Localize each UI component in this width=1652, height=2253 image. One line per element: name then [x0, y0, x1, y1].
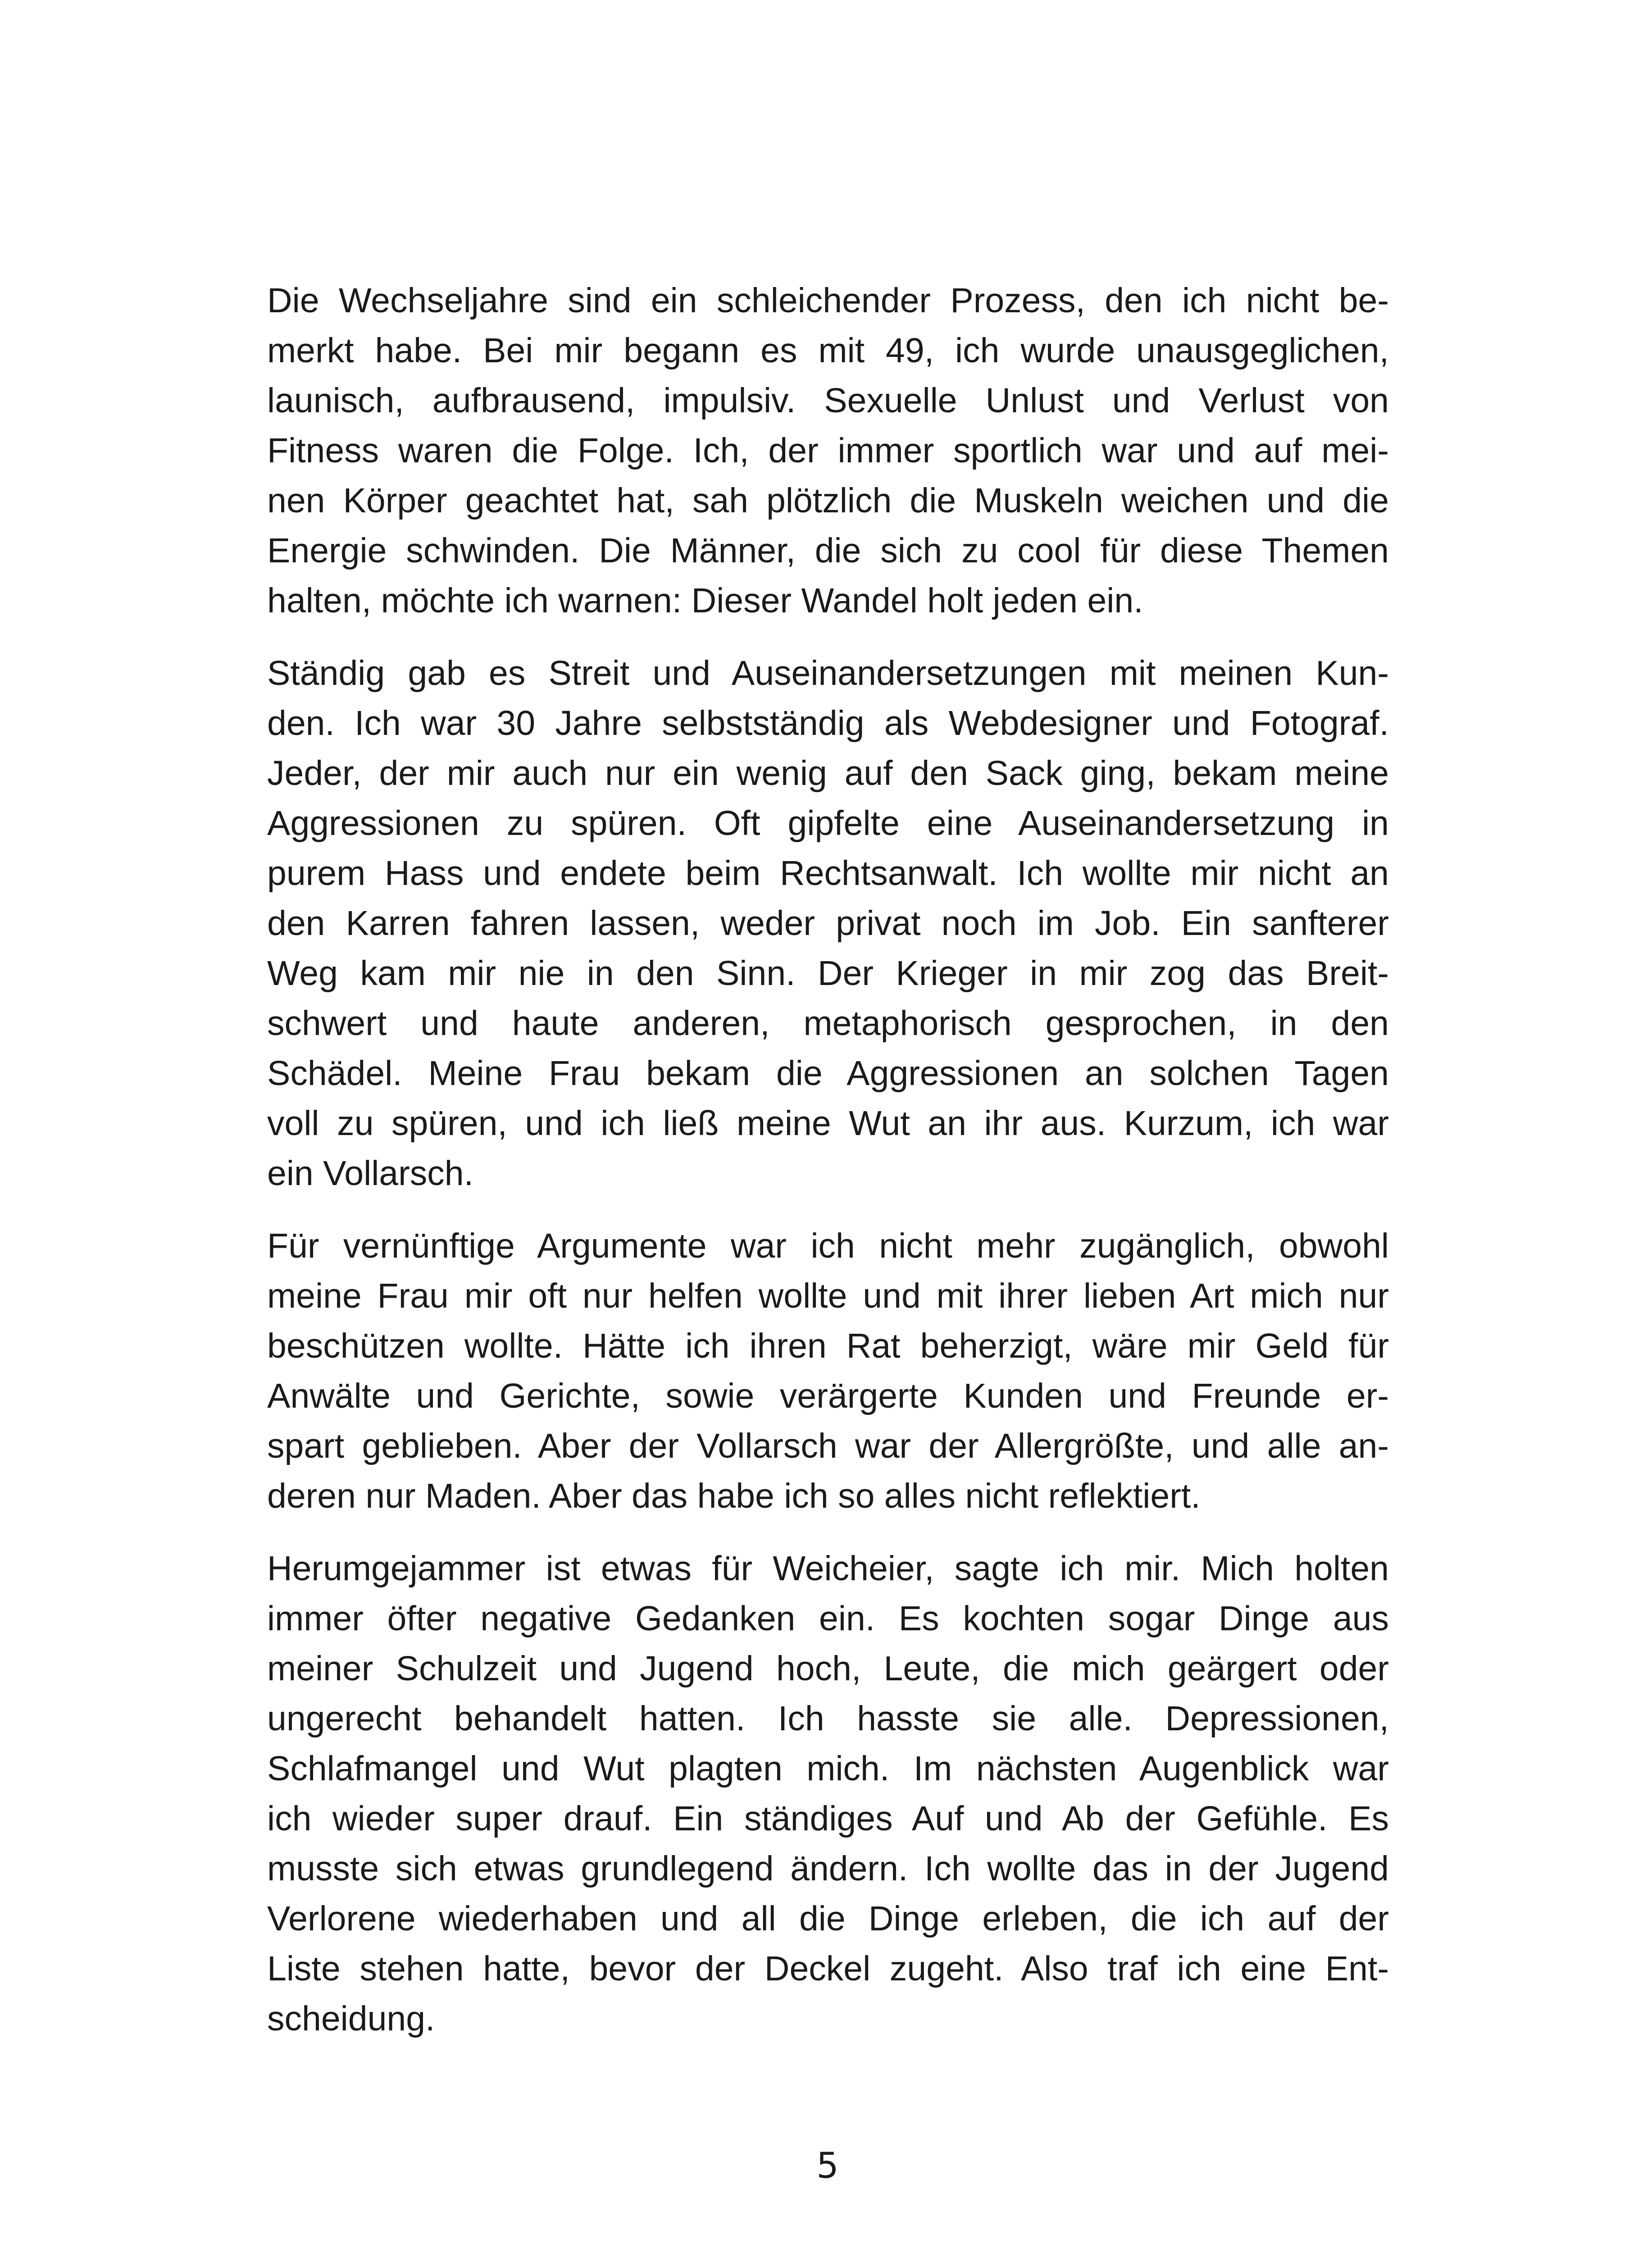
text-line: spart geblieben. Aber der Vollarsch war der Allergrößte, und alle an- [267, 1427, 1389, 1465]
text-line: Energie schwinden. Die Männer, die sich zu cool für diese Themen [267, 531, 1389, 570]
text-line: meiner Schulzeit und Jugend hoch, Leute, die mich geärgert oder [267, 1649, 1389, 1688]
paragraph-4 [267, 1544, 1389, 2044]
text-line: ein Vollarsch. [267, 1154, 473, 1193]
text-line: Aggressionen zu spüren. Oft gipfelte eine Auseinandersetzung in [267, 804, 1389, 843]
text-line: ich wieder super drauf. Ein ständiges Auf und Ab der Gefühle. Es [267, 1799, 1389, 1838]
text-line: nen Körper geachtet hat, sah plötzlich die Muskeln weichen und die [267, 481, 1389, 520]
text-line: deren nur Maden. Aber das habe ich so alles nicht reflektiert. [267, 1477, 1201, 1515]
text-line: launisch, aufbrausend, impulsiv. Sexuelle Unlust und Verlust von [267, 381, 1389, 420]
text-line: Weg kam mir nie in den Sinn. Der Krieger in mir zog das Breit- [267, 954, 1389, 993]
text-line: beschützen wollte. Hätte ich ihren Rat beherzigt, wäre mir Geld für [267, 1327, 1389, 1365]
text-line: den Karren fahren lassen, weder privat noch im Job. Ein sanfterer [267, 904, 1389, 943]
text-line: scheidung. [267, 1999, 435, 2038]
text-line: Schädel. Meine Frau bekam die Aggressionen an solchen Tagen [267, 1054, 1389, 1093]
text-line: Ständig gab es Streit und Auseinandersetzungen mit meinen Kun- [267, 654, 1389, 693]
text-line: immer öfter negative Gedanken ein. Es kochten sogar Dinge aus [267, 1599, 1389, 1638]
page-number: 5 [816, 2146, 839, 2186]
text-line: ungerecht behandelt hatten. Ich hasste sie alle. Depressionen, [267, 1699, 1389, 1738]
text-line: Verlorene wiederhaben und all die Dinge erleben, die ich auf der [267, 1899, 1389, 1938]
text-line: Herumgejammer ist etwas für Weicheier, sagte ich mir. Mich holten [267, 1549, 1389, 1588]
text-line: den. Ich war 30 Jahre selbstständig als Webdesigner und Fotograf. [267, 704, 1389, 743]
text-line: meine Frau mir oft nur helfen wollte und mit ihrer lieben Art mich nur [267, 1277, 1389, 1315]
text-line: Für vernünftige Argumente war ich nicht mehr zugänglich, obwohl [267, 1227, 1389, 1265]
text-line: Anwälte und Gerichte, sowie verärgerte Kunden und Freunde er- [267, 1377, 1389, 1415]
text-line: Schlafmangel und Wut plagten mich. Im nächsten Augenblick war [267, 1749, 1389, 1788]
text-line: Die Wechseljahre sind ein schleichender Prozess, den ich nicht be- [267, 281, 1389, 320]
text-line: Jeder, der mir auch nur ein wenig auf den Sack ging, bekam meine [267, 754, 1389, 793]
text-line: Fitness waren die Folge. Ich, der immer sportlich war und auf mei- [267, 431, 1389, 470]
paragraph-2 [267, 648, 1389, 1199]
text-line: musste sich etwas grundlegend ändern. Ich wollte das in der Jugend [267, 1849, 1389, 1888]
paragraph-1 [267, 276, 1389, 626]
text-line: purem Hass und endete beim Rechtsanwalt. Ich wollte mir nicht an [267, 854, 1389, 893]
text-line: halten, möchte ich warnen: Dieser Wandel holt jeden ein. [267, 581, 1143, 620]
text-line: merkt habe. Bei mir begann es mit 49, ich wurde unausgeglichen, [267, 331, 1389, 370]
text-line: schwert und haute anderen, metaphorisch gesprochen, in den [267, 1004, 1389, 1043]
text-line: voll zu spüren, und ich ließ meine Wut an ihr aus. Kurzum, ich war [267, 1104, 1389, 1143]
paragraph-3 [267, 1221, 1389, 1521]
text-line: Liste stehen hatte, bevor der Deckel zugeht. Also traf ich eine Ent- [267, 1949, 1389, 1988]
